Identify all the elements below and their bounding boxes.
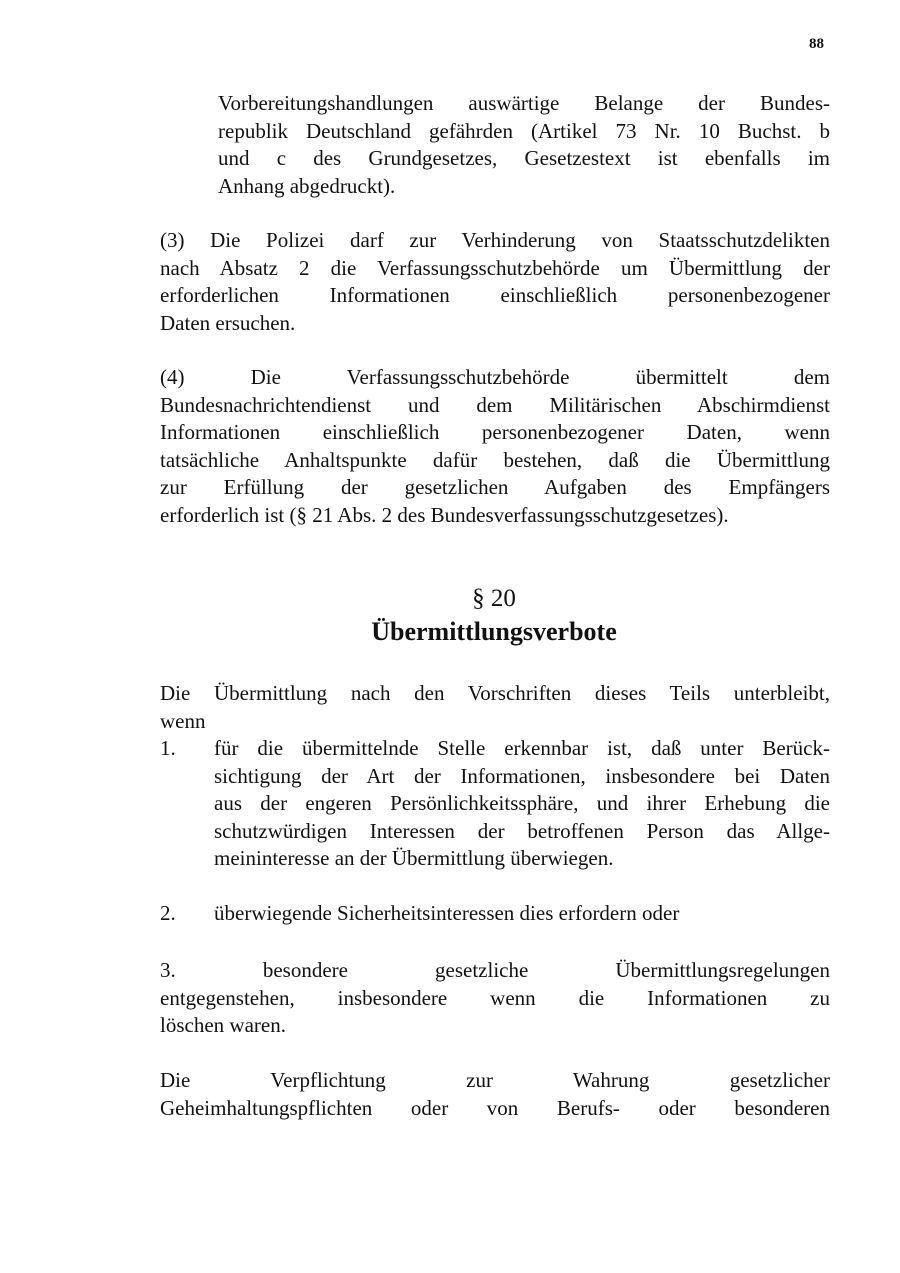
list-item-text <box>214 735 830 873</box>
section-title: Übermittlungsverbote <box>371 617 617 646</box>
list-item-line: schutzwürdigen Interessen der betroffenen Person das Allge- <box>214 818 830 843</box>
intro-line: Die Übermittlung nach den Vorschriften dieses Teils unterbleibt, <box>160 681 830 705</box>
list-item-3-line: 3. besondere gesetzliche Übermittlungsregelungen <box>160 958 830 982</box>
final-paragraph-line: Geheimhaltungspflichten oder von Berufs- oder besonderen <box>160 1095 830 1120</box>
intro-paragraph <box>160 680 830 735</box>
paragraph-3-line: Daten ersuchen. <box>160 310 296 335</box>
continuation-paragraph <box>218 90 830 200</box>
continuation-line: republik Deutschland gefährden (Artikel 73 Nr. 10 Buchst. b <box>218 118 830 143</box>
continuation-line: Vorbereitungshandlungen auswärtige Belange der Bundes- <box>218 91 830 115</box>
section-number: § 20 <box>472 585 516 612</box>
list-item-line: für die übermittelnde Stelle erkennbar ist, daß unter Berück- <box>214 736 830 760</box>
paragraph-4 <box>160 364 830 529</box>
paragraph-3-line: erforderlichen Informationen einschließlich personenbezogener <box>160 283 830 307</box>
list-item-line: sichtigung der Art der Informationen, insbesondere bei Daten <box>214 763 830 788</box>
paragraph-3 <box>160 227 830 337</box>
intro-line: wenn <box>160 708 206 733</box>
list-item <box>160 900 830 930</box>
list-item-3-line: löschen waren. <box>160 1013 286 1037</box>
list-item-line: überwiegende Sicherheitsinteressen dies erfordern oder <box>214 901 680 925</box>
list-item-text <box>214 900 830 928</box>
paragraph-4-line: tatsächliche Anhaltspunkte dafür bestehen, daß die Übermittlung <box>160 447 830 472</box>
paragraph-4-line: (4) Die Verfassungsschutzbehörde übermittelt dem <box>160 365 830 389</box>
list-item <box>160 735 830 875</box>
continuation-line: und c des Grundgesetzes, Gesetzestext ist ebenfalls im <box>218 146 830 170</box>
list-item-number: 1. <box>160 736 176 760</box>
list-item-3-line: entgegenstehen, insbesondere wenn die Informationen zu <box>160 985 830 1010</box>
paragraph-4-line: Informationen einschließlich personenbezogener Daten, wenn <box>160 420 830 444</box>
paragraph-3-line: nach Absatz 2 die Verfassungsschutzbehörde um Übermittlung der <box>160 255 830 280</box>
final-paragraph-line: Die Verpflichtung zur Wahrung gesetzlicher <box>160 1068 830 1092</box>
paragraph-4-line: zur Erfüllung der gesetzlichen Aufgaben des Empfängers <box>160 475 830 499</box>
continuation-line: Anhang abgedruckt). <box>218 173 396 198</box>
list-item-line: aus der engeren Persönlichkeitssphäre, und ihrer Erhebung die <box>214 791 830 815</box>
paragraph-4-line: Bundesnachrichtendienst und dem Militärischen Abschirmdienst <box>160 392 830 417</box>
list-item-3 <box>160 957 830 1040</box>
page-number: 88 <box>809 36 824 52</box>
final-paragraph <box>160 1067 830 1122</box>
paragraph-3-line: (3) Die Polizei darf zur Verhinderung von Staatsschutzdelikten <box>160 228 830 252</box>
list-item-number: 2. <box>160 901 176 925</box>
list-item-line: meininteresse an der Übermittlung überwiegen. <box>214 846 614 870</box>
paragraph-4-line: erforderlich ist (§ 21 Abs. 2 des Bundesverfassungsschutzgesetzes). <box>160 502 729 527</box>
